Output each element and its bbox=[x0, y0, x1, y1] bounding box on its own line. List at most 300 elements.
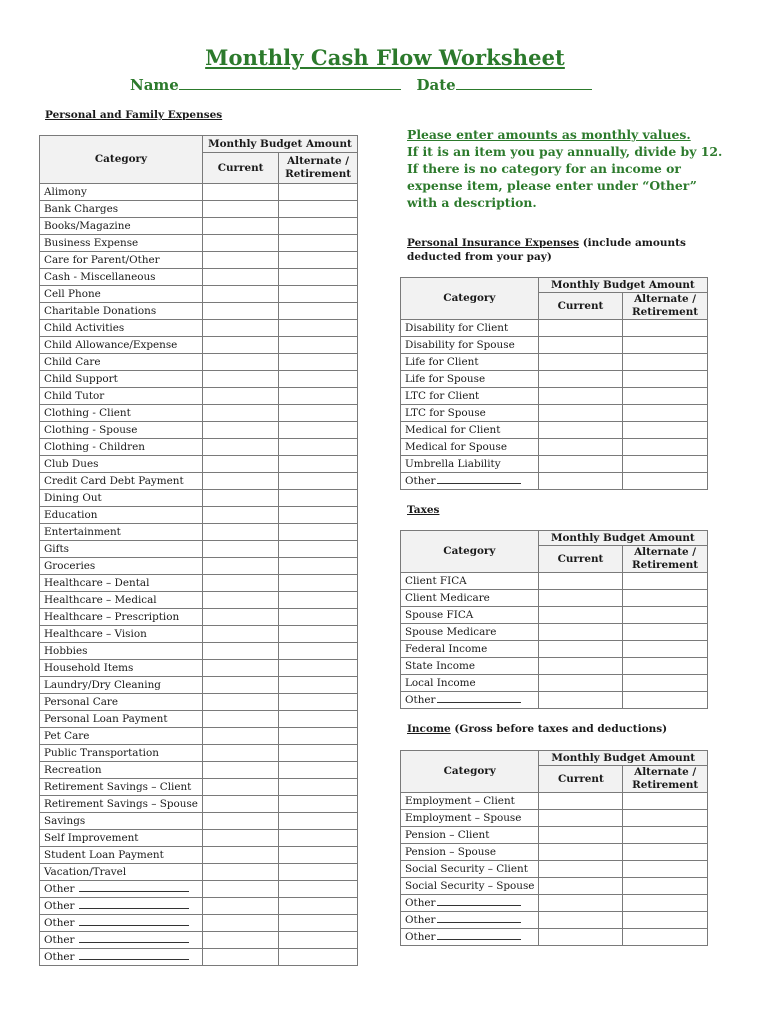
current-amount-field[interactable] bbox=[538, 320, 622, 337]
taxes-heading: Taxes bbox=[407, 504, 440, 516]
category-cell bbox=[401, 692, 539, 709]
date-field[interactable] bbox=[456, 75, 592, 90]
current-amount-field[interactable] bbox=[202, 609, 278, 626]
category-cell bbox=[40, 881, 203, 898]
alternate-amount-field[interactable] bbox=[623, 912, 708, 929]
alternate-amount-field[interactable] bbox=[279, 660, 358, 677]
alternate-amount-field[interactable] bbox=[279, 592, 358, 609]
category-cell bbox=[40, 235, 203, 252]
current-amount-field[interactable] bbox=[202, 949, 278, 966]
personal-expenses-table bbox=[39, 135, 358, 966]
category-cell bbox=[40, 643, 203, 660]
other-description-field[interactable] bbox=[79, 899, 189, 909]
alternate-amount-field[interactable] bbox=[279, 864, 358, 881]
category-cell bbox=[401, 861, 539, 878]
alternate-amount-field[interactable] bbox=[623, 573, 708, 590]
current-amount-field[interactable] bbox=[538, 388, 622, 405]
current-amount-field[interactable] bbox=[202, 422, 278, 439]
category-label: Cell Phone bbox=[44, 288, 101, 300]
category-label: Gifts bbox=[44, 543, 69, 555]
table-row bbox=[401, 354, 708, 371]
current-amount-field[interactable] bbox=[202, 898, 278, 915]
alternate-amount-field[interactable] bbox=[279, 558, 358, 575]
current-amount-field[interactable] bbox=[202, 728, 278, 745]
current-amount-field[interactable] bbox=[202, 303, 278, 320]
current-amount-field[interactable] bbox=[202, 915, 278, 932]
alternate-amount-field[interactable] bbox=[279, 490, 358, 507]
current-amount-field[interactable] bbox=[202, 371, 278, 388]
alternate-amount-field[interactable] bbox=[279, 218, 358, 235]
current-amount-field[interactable] bbox=[202, 286, 278, 303]
alternate-amount-field[interactable] bbox=[279, 728, 358, 745]
category-cell bbox=[401, 895, 539, 912]
category-label: Other bbox=[44, 883, 75, 895]
table-row bbox=[40, 745, 358, 762]
table-row bbox=[401, 371, 708, 388]
current-amount-field[interactable] bbox=[202, 252, 278, 269]
alternate-amount-field[interactable] bbox=[623, 456, 708, 473]
alternate-amount-field[interactable] bbox=[279, 507, 358, 524]
alternate-amount-field[interactable] bbox=[279, 303, 358, 320]
other-description-field[interactable] bbox=[437, 930, 521, 940]
current-amount-field[interactable] bbox=[202, 405, 278, 422]
table-row bbox=[40, 694, 358, 711]
current-amount-field[interactable] bbox=[202, 932, 278, 949]
alternate-amount-field[interactable] bbox=[623, 810, 708, 827]
category-label: Umbrella Liability bbox=[405, 458, 501, 470]
other-description-field[interactable] bbox=[79, 882, 189, 892]
other-description-field[interactable] bbox=[437, 474, 521, 484]
alternate-amount-field[interactable] bbox=[623, 658, 708, 675]
alternate-amount-field[interactable] bbox=[279, 201, 358, 218]
alternate-amount-field[interactable] bbox=[279, 626, 358, 643]
alternate-amount-field[interactable] bbox=[623, 861, 708, 878]
table-row bbox=[401, 590, 708, 607]
category-label: LTC for Spouse bbox=[405, 407, 486, 419]
current-amount-field[interactable] bbox=[202, 677, 278, 694]
category-label: Life for Spouse bbox=[405, 373, 486, 385]
alternate-amount-field[interactable] bbox=[279, 745, 358, 762]
monthly-budget-header: Monthly Budget Amount bbox=[539, 751, 708, 766]
alternate-amount-field[interactable] bbox=[279, 915, 358, 932]
alternate-amount-field[interactable] bbox=[279, 694, 358, 711]
table-row bbox=[401, 607, 708, 624]
alternate-amount-field[interactable] bbox=[279, 711, 358, 728]
table-row bbox=[401, 844, 708, 861]
current-amount-field[interactable] bbox=[538, 590, 622, 607]
current-amount-field[interactable] bbox=[539, 793, 623, 810]
category-label: Medical for Client bbox=[405, 424, 501, 436]
current-amount-field[interactable] bbox=[538, 405, 622, 422]
current-amount-field[interactable] bbox=[202, 745, 278, 762]
current-amount-field[interactable] bbox=[202, 235, 278, 252]
category-cell bbox=[40, 303, 203, 320]
category-cell bbox=[401, 473, 539, 490]
alternate-header: Alternate / Retirement bbox=[623, 766, 708, 793]
category-cell bbox=[40, 473, 203, 490]
alternate-amount-field[interactable] bbox=[623, 844, 708, 861]
current-amount-field[interactable] bbox=[538, 675, 622, 692]
current-amount-field[interactable] bbox=[538, 624, 622, 641]
category-cell bbox=[40, 252, 203, 269]
current-amount-field[interactable] bbox=[202, 575, 278, 592]
current-amount-field[interactable] bbox=[202, 847, 278, 864]
alternate-amount-field[interactable] bbox=[623, 337, 708, 354]
category-cell bbox=[40, 796, 203, 813]
alternate-amount-field[interactable] bbox=[623, 793, 708, 810]
date-label: Date bbox=[416, 76, 456, 94]
alternate-amount-field[interactable] bbox=[623, 590, 708, 607]
other-description-field[interactable] bbox=[79, 933, 189, 943]
category-cell bbox=[401, 607, 539, 624]
current-amount-field[interactable] bbox=[202, 456, 278, 473]
alternate-amount-field[interactable] bbox=[279, 643, 358, 660]
table-row bbox=[40, 558, 358, 575]
alternate-amount-field[interactable] bbox=[279, 371, 358, 388]
table-row bbox=[401, 473, 708, 490]
current-amount-field[interactable] bbox=[202, 813, 278, 830]
current-amount-field[interactable] bbox=[202, 643, 278, 660]
alternate-amount-field[interactable] bbox=[623, 371, 708, 388]
current-amount-field[interactable] bbox=[539, 827, 623, 844]
category-cell bbox=[40, 779, 203, 796]
category-label: Disability for Spouse bbox=[405, 339, 515, 351]
category-cell bbox=[40, 541, 203, 558]
alternate-amount-field[interactable] bbox=[623, 422, 708, 439]
table-row bbox=[40, 388, 358, 405]
current-amount-field[interactable] bbox=[202, 796, 278, 813]
current-amount-field[interactable] bbox=[202, 762, 278, 779]
alternate-amount-field[interactable] bbox=[623, 405, 708, 422]
current-amount-field[interactable] bbox=[539, 912, 623, 929]
current-header: Current bbox=[202, 153, 278, 184]
current-amount-field[interactable] bbox=[538, 371, 622, 388]
table-row bbox=[40, 286, 358, 303]
table-row bbox=[40, 932, 358, 949]
category-cell bbox=[401, 658, 539, 675]
current-amount-field[interactable] bbox=[202, 218, 278, 235]
alternate-amount-field[interactable] bbox=[279, 949, 358, 966]
table-row bbox=[40, 779, 358, 796]
table-row bbox=[401, 456, 708, 473]
alternate-amount-field[interactable] bbox=[623, 388, 708, 405]
current-amount-field[interactable] bbox=[202, 592, 278, 609]
category-cell bbox=[40, 660, 203, 677]
category-cell bbox=[40, 507, 203, 524]
current-amount-field[interactable] bbox=[202, 660, 278, 677]
current-amount-field[interactable] bbox=[538, 658, 622, 675]
category-cell bbox=[40, 694, 203, 711]
table-row bbox=[40, 847, 358, 864]
table-row bbox=[401, 861, 708, 878]
category-cell bbox=[401, 354, 539, 371]
alternate-amount-field[interactable] bbox=[279, 456, 358, 473]
current-amount-field[interactable] bbox=[202, 354, 278, 371]
alternate-amount-field[interactable] bbox=[623, 878, 708, 895]
current-amount-field[interactable] bbox=[538, 456, 622, 473]
category-label: Employment – Client bbox=[405, 795, 515, 807]
current-amount-field[interactable] bbox=[202, 864, 278, 881]
alternate-amount-field[interactable] bbox=[279, 881, 358, 898]
current-amount-field[interactable] bbox=[538, 641, 622, 658]
category-label: Child Activities bbox=[44, 322, 125, 334]
alternate-amount-field[interactable] bbox=[279, 422, 358, 439]
category-cell bbox=[401, 388, 539, 405]
current-amount-field[interactable] bbox=[538, 439, 622, 456]
category-cell bbox=[40, 949, 203, 966]
current-amount-field[interactable] bbox=[539, 929, 623, 946]
current-amount-field[interactable] bbox=[538, 473, 622, 490]
table-row bbox=[401, 692, 708, 709]
alternate-amount-field[interactable] bbox=[279, 830, 358, 847]
category-cell bbox=[401, 573, 539, 590]
category-label: Spouse FICA bbox=[405, 609, 474, 621]
category-label: Medical for Spouse bbox=[405, 441, 507, 453]
alternate-amount-field[interactable] bbox=[623, 827, 708, 844]
category-label: Savings bbox=[44, 815, 86, 827]
category-cell bbox=[40, 388, 203, 405]
category-label: Other bbox=[44, 951, 75, 963]
table-row bbox=[40, 507, 358, 524]
alternate-amount-field[interactable] bbox=[279, 337, 358, 354]
table-row bbox=[40, 320, 358, 337]
category-label: Self Improvement bbox=[44, 832, 139, 844]
category-cell bbox=[40, 575, 203, 592]
category-label: Club Dues bbox=[44, 458, 99, 470]
current-amount-field[interactable] bbox=[538, 692, 622, 709]
alternate-amount-field[interactable] bbox=[623, 692, 708, 709]
category-label: Clothing - Children bbox=[44, 441, 145, 453]
alternate-amount-field[interactable] bbox=[279, 405, 358, 422]
category-label: Pension – Spouse bbox=[405, 846, 496, 858]
table-row bbox=[401, 573, 708, 590]
table-row bbox=[40, 609, 358, 626]
category-label: Recreation bbox=[44, 764, 102, 776]
category-cell bbox=[40, 592, 203, 609]
current-amount-field[interactable] bbox=[539, 861, 623, 878]
category-cell bbox=[40, 371, 203, 388]
current-amount-field[interactable] bbox=[202, 490, 278, 507]
alternate-amount-field[interactable] bbox=[279, 677, 358, 694]
alternate-amount-field[interactable] bbox=[279, 320, 358, 337]
category-label: Client Medicare bbox=[405, 592, 490, 604]
table-row bbox=[40, 439, 358, 456]
category-cell bbox=[40, 218, 203, 235]
category-label: Care for Parent/Other bbox=[44, 254, 160, 266]
current-amount-field[interactable] bbox=[539, 810, 623, 827]
instruction-line-3: If there is no category for an income or expense item, please enter under “Other” with a description. bbox=[407, 161, 697, 210]
alternate-amount-field[interactable] bbox=[279, 524, 358, 541]
table-row bbox=[40, 660, 358, 677]
other-description-field[interactable] bbox=[79, 916, 189, 926]
category-label: Child Care bbox=[44, 356, 101, 368]
current-amount-field[interactable] bbox=[538, 607, 622, 624]
table-row bbox=[40, 830, 358, 847]
current-amount-field[interactable] bbox=[539, 844, 623, 861]
alternate-amount-field[interactable] bbox=[279, 575, 358, 592]
category-cell bbox=[40, 439, 203, 456]
alternate-header: Alternate / Retirement bbox=[623, 293, 708, 320]
alternate-amount-field[interactable] bbox=[279, 286, 358, 303]
current-amount-field[interactable] bbox=[202, 694, 278, 711]
table-row bbox=[401, 405, 708, 422]
alternate-amount-field[interactable] bbox=[623, 929, 708, 946]
current-amount-field[interactable] bbox=[202, 524, 278, 541]
current-amount-field[interactable] bbox=[539, 895, 623, 912]
income-heading: Income (Gross before taxes and deductions) bbox=[407, 723, 668, 735]
current-header: Current bbox=[538, 293, 622, 320]
current-amount-field[interactable] bbox=[202, 558, 278, 575]
alternate-amount-field[interactable] bbox=[279, 813, 358, 830]
category-cell bbox=[40, 201, 203, 218]
table-row bbox=[40, 473, 358, 490]
category-cell bbox=[40, 847, 203, 864]
alternate-amount-field[interactable] bbox=[279, 762, 358, 779]
category-label: Public Transportation bbox=[44, 747, 159, 759]
alternate-amount-field[interactable] bbox=[623, 624, 708, 641]
current-amount-field[interactable] bbox=[202, 626, 278, 643]
current-amount-field[interactable] bbox=[202, 388, 278, 405]
alternate-amount-field[interactable] bbox=[279, 932, 358, 949]
category-label: LTC for Client bbox=[405, 390, 480, 402]
table-row bbox=[40, 626, 358, 643]
table-row bbox=[40, 915, 358, 932]
table-row bbox=[40, 371, 358, 388]
alternate-amount-field[interactable] bbox=[623, 607, 708, 624]
alternate-amount-field[interactable] bbox=[279, 847, 358, 864]
name-field[interactable] bbox=[179, 75, 401, 90]
category-label: Vacation/Travel bbox=[44, 866, 127, 878]
alternate-amount-field[interactable] bbox=[279, 609, 358, 626]
other-description-field[interactable] bbox=[437, 693, 521, 703]
alternate-amount-field[interactable] bbox=[623, 439, 708, 456]
current-amount-field[interactable] bbox=[538, 422, 622, 439]
name-date-row bbox=[130, 75, 592, 94]
category-cell bbox=[40, 422, 203, 439]
table-row bbox=[401, 810, 708, 827]
table-row bbox=[40, 728, 358, 745]
alternate-amount-field[interactable] bbox=[279, 252, 358, 269]
table-row bbox=[401, 827, 708, 844]
table-row bbox=[40, 524, 358, 541]
current-amount-field[interactable] bbox=[202, 439, 278, 456]
category-label: Disability for Client bbox=[405, 322, 509, 334]
current-amount-field[interactable] bbox=[202, 473, 278, 490]
category-label: Education bbox=[44, 509, 98, 521]
table-row bbox=[40, 201, 358, 218]
current-amount-field[interactable] bbox=[202, 320, 278, 337]
category-cell bbox=[40, 626, 203, 643]
category-label: Books/Magazine bbox=[44, 220, 131, 232]
category-label: Federal Income bbox=[405, 643, 488, 655]
category-label: Other bbox=[44, 900, 75, 912]
current-amount-field[interactable] bbox=[202, 830, 278, 847]
current-amount-field[interactable] bbox=[538, 573, 622, 590]
alternate-amount-field[interactable] bbox=[279, 269, 358, 286]
alternate-amount-field[interactable] bbox=[623, 320, 708, 337]
table-row bbox=[401, 422, 708, 439]
table-row bbox=[40, 575, 358, 592]
category-label: Personal Loan Payment bbox=[44, 713, 168, 725]
table-row bbox=[40, 796, 358, 813]
category-label: Child Allowance/Expense bbox=[44, 339, 178, 351]
alternate-amount-field[interactable] bbox=[279, 779, 358, 796]
category-label: Laundry/Dry Cleaning bbox=[44, 679, 161, 691]
current-amount-field[interactable] bbox=[539, 878, 623, 895]
alternate-amount-field[interactable] bbox=[623, 675, 708, 692]
current-amount-field[interactable] bbox=[538, 354, 622, 371]
alternate-amount-field[interactable] bbox=[279, 898, 358, 915]
current-amount-field[interactable] bbox=[202, 881, 278, 898]
alternate-amount-field[interactable] bbox=[623, 895, 708, 912]
other-description-field[interactable] bbox=[79, 950, 189, 960]
current-amount-field[interactable] bbox=[202, 507, 278, 524]
alternate-amount-field[interactable] bbox=[279, 439, 358, 456]
alternate-amount-field[interactable] bbox=[623, 473, 708, 490]
instruction-line-2: If it is an item you pay annually, divide by 12. bbox=[407, 144, 723, 159]
insurance-table bbox=[400, 277, 708, 490]
current-amount-field[interactable] bbox=[202, 541, 278, 558]
table-row bbox=[401, 929, 708, 946]
current-amount-field[interactable] bbox=[202, 269, 278, 286]
table-row bbox=[401, 388, 708, 405]
category-cell bbox=[401, 827, 539, 844]
table-row bbox=[40, 303, 358, 320]
category-cell bbox=[401, 422, 539, 439]
category-label: Cash - Miscellaneous bbox=[44, 271, 156, 283]
other-description-field[interactable] bbox=[437, 913, 521, 923]
alternate-amount-field[interactable] bbox=[279, 541, 358, 558]
table-row bbox=[401, 624, 708, 641]
category-label: Entertainment bbox=[44, 526, 121, 538]
current-amount-field[interactable] bbox=[202, 337, 278, 354]
alternate-amount-field[interactable] bbox=[279, 388, 358, 405]
table-row bbox=[40, 405, 358, 422]
current-header: Current bbox=[539, 766, 623, 793]
category-cell bbox=[401, 912, 539, 929]
current-amount-field[interactable] bbox=[202, 779, 278, 796]
category-cell bbox=[401, 810, 539, 827]
category-cell bbox=[401, 641, 539, 658]
category-label: Pet Care bbox=[44, 730, 90, 742]
table-row bbox=[401, 658, 708, 675]
alternate-amount-field[interactable] bbox=[279, 354, 358, 371]
alternate-amount-field[interactable] bbox=[279, 473, 358, 490]
current-amount-field[interactable] bbox=[202, 711, 278, 728]
category-label: Personal Care bbox=[44, 696, 119, 708]
alternate-amount-field[interactable] bbox=[623, 354, 708, 371]
category-label: Client FICA bbox=[405, 575, 467, 587]
category-label: Pension – Client bbox=[405, 829, 490, 841]
current-amount-field[interactable] bbox=[202, 201, 278, 218]
category-cell bbox=[401, 439, 539, 456]
other-description-field[interactable] bbox=[437, 896, 521, 906]
current-amount-field[interactable] bbox=[538, 337, 622, 354]
category-cell bbox=[40, 932, 203, 949]
alternate-amount-field[interactable] bbox=[279, 235, 358, 252]
alternate-amount-field[interactable] bbox=[279, 796, 358, 813]
category-label: Other bbox=[405, 694, 436, 706]
category-cell bbox=[40, 405, 203, 422]
category-label: Other bbox=[405, 897, 436, 909]
alternate-amount-field[interactable] bbox=[279, 184, 358, 201]
category-cell bbox=[401, 371, 539, 388]
table-row bbox=[40, 541, 358, 558]
alternate-amount-field[interactable] bbox=[623, 641, 708, 658]
table-row bbox=[40, 422, 358, 439]
category-cell bbox=[401, 675, 539, 692]
current-amount-field[interactable] bbox=[202, 184, 278, 201]
